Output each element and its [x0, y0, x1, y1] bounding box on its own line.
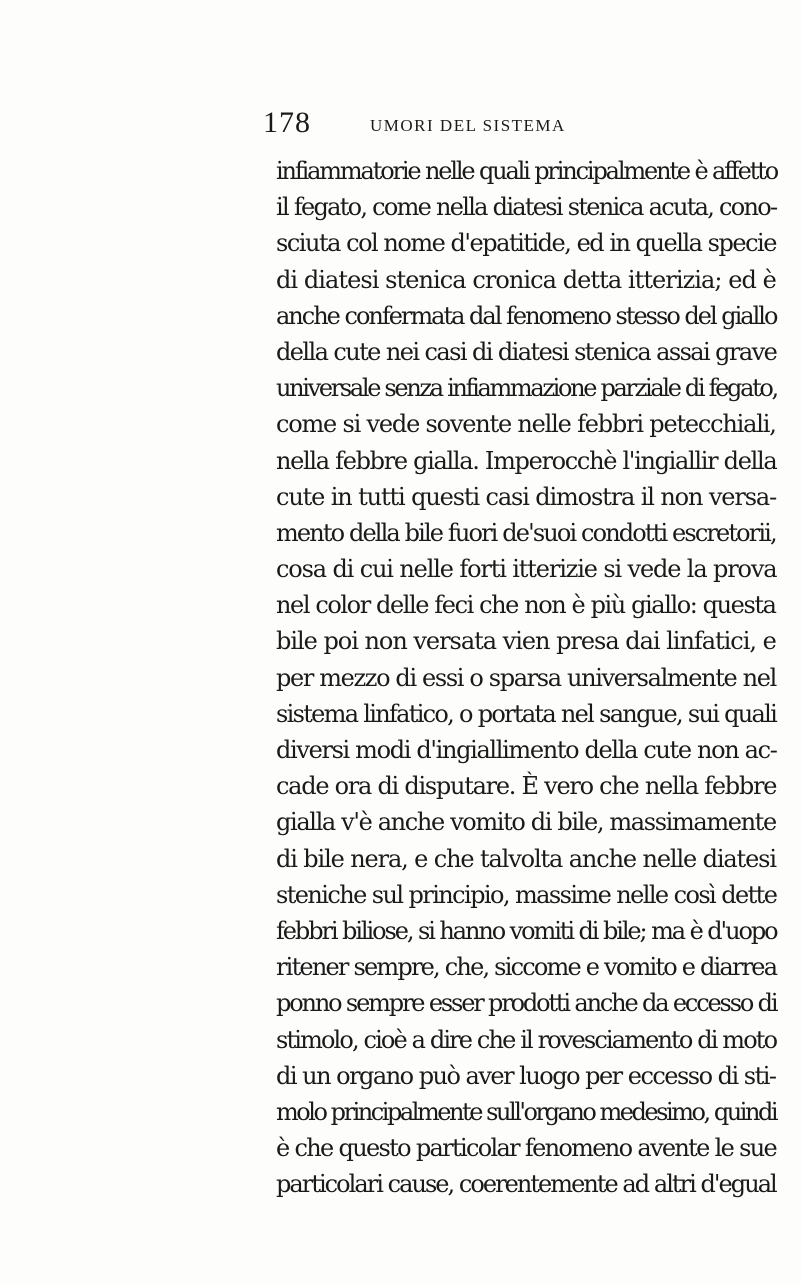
text-line: cosa di cui nelle forti itterizie si vede la prova — [276, 555, 777, 584]
body-text — [276, 153, 776, 1202]
text-line: stimolo, cioè a dire che il rovesciamento di moto — [276, 1025, 777, 1054]
text-line: di diatesi stenica cronica detta itterizia; ed è — [276, 265, 776, 294]
text-line: steniche sul principio, massime nelle così dette — [276, 880, 777, 909]
text-line: ponno sempre esser prodotti anche da eccesso di — [276, 989, 777, 1018]
text-line: cade ora di disputare. È vero che nella febbre — [276, 772, 777, 801]
text-line: di bile nera, e che talvolta anche nelle diatesi — [276, 844, 776, 873]
text-line: bile poi non versata vien presa dai linfatici, e — [276, 627, 776, 656]
text-line: infiammatorie nelle quali principalmente è affetto — [276, 157, 778, 185]
page-number: 178 — [263, 106, 311, 139]
text-line: gialla v'è anche vomito di bile, massimamente — [276, 808, 776, 837]
text-line: anche confermata dal fenomeno stesso del giallo — [276, 301, 777, 330]
text-line: molo principalmente sull'organo medesimo, quindi — [276, 1097, 777, 1126]
text-line: diversi modi d'ingiallimento della cute non ac- — [276, 736, 777, 764]
text-line: nella febbre gialla. Imperocchè l'ingiallir della — [276, 446, 777, 475]
running-title: UMORI DEL SISTEMA — [370, 116, 566, 135]
text-line: come si vede sovente nelle febbri petecchiali, — [276, 410, 776, 439]
text-line: di un organo può aver luogo per eccesso di sti- — [276, 1061, 776, 1090]
text-line: mento della bile fuori de'suoi condotti escretorii, — [276, 518, 776, 547]
text-line: universale senza infiammazione parziale di fegato, — [276, 374, 777, 403]
text-line: della cute nei casi di diatesi stenica assai grave — [276, 337, 777, 366]
text-line: febbri biliose, si hanno vomiti di bile; ma è d'uopo — [276, 916, 777, 945]
text-line: cute in tutti questi casi dimostra il non versa- — [276, 482, 777, 511]
text-line: ritener sempre, che, siccome e vomito e diarrea — [276, 953, 777, 982]
text-line: è che questo particolar fenomeno avente le sue — [276, 1134, 777, 1163]
text-line: sistema linfatico, o portata nel sangue, sui quali — [276, 699, 777, 728]
text-line: il fegato, come nella diatesi stenica acuta, cono- — [276, 193, 777, 222]
text-line: particolari cause, coerentemente ad altri d'egual — [276, 1170, 776, 1199]
text-line: nel color delle feci che non è più giallo: questa — [276, 591, 776, 620]
text-line: sciuta col nome d'epatitide, ed in quella specie — [276, 229, 776, 258]
text-line: per mezzo di essi o sparsa universalmente nel — [276, 663, 776, 692]
running-head — [0, 104, 801, 144]
